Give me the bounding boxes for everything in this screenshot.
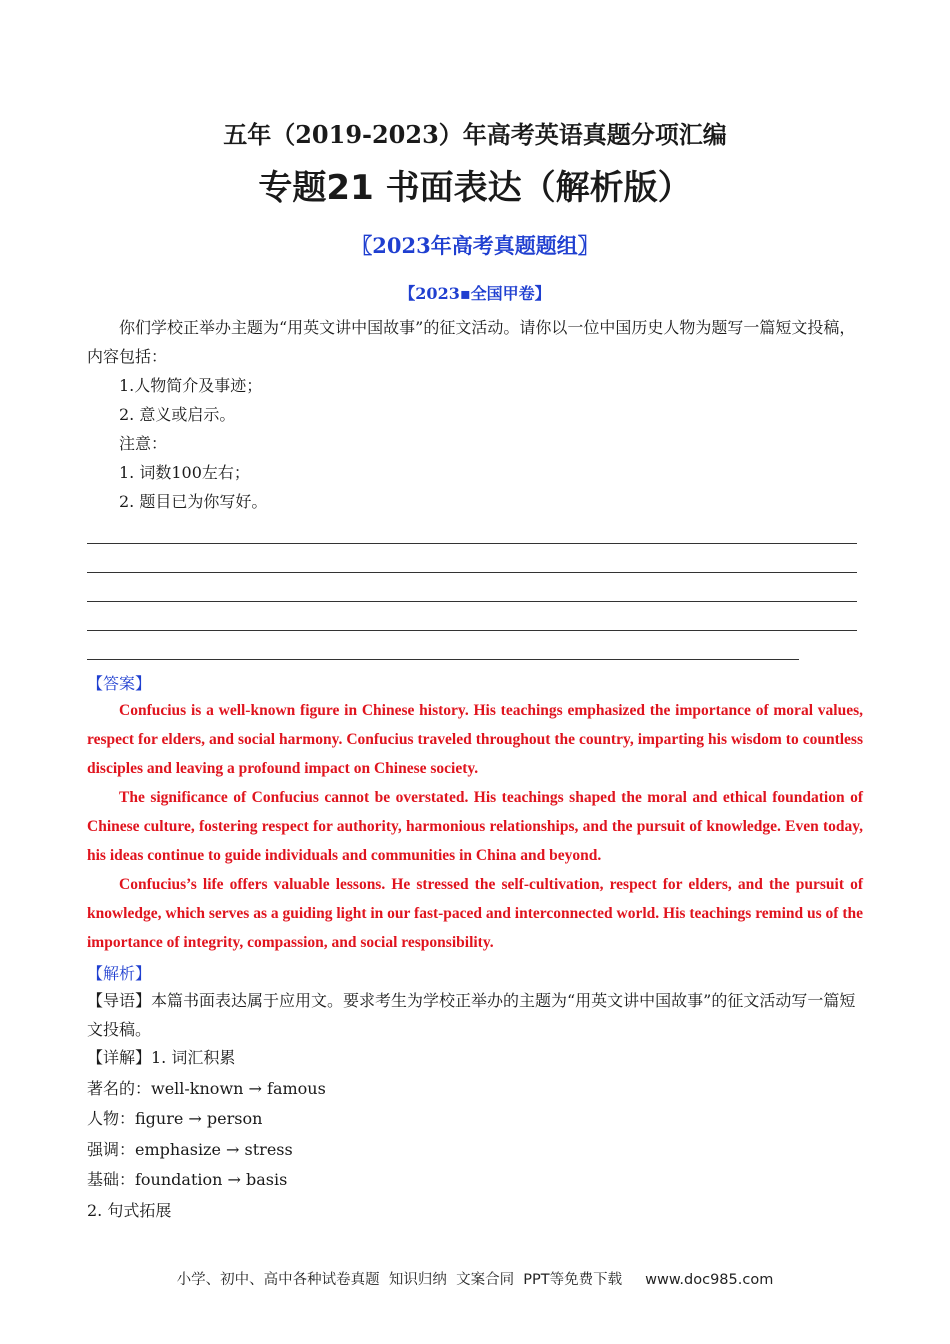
prompt-item: 2. 意义或启示。 <box>119 405 236 424</box>
analysis-detail <box>87 1043 862 1226</box>
note-item: 2. 题目已为你写好。 <box>119 492 268 511</box>
analysis-guide <box>87 986 862 1044</box>
vocab-item: 著名的：well-known → famous <box>87 1078 326 1098</box>
vocab-item: 强调：emphasize → stress <box>87 1139 293 1159</box>
analysis-guide-text: 【导语】本篇书面表达属于应用文。要求考生为学校正举办的主题为“用英文讲中国故事”的征文活动写一篇短文投稿。 <box>87 991 856 1039</box>
answer-paragraph: The significance of Confucius cannot be overstated. His teachings shaped the moral and ethical foundation of Chinese culture, fostering respect for authority, harmonious relationships, and the pursuit of knowledge. Even today, his ideas continue to guide individuals and communities in China and beyond. <box>87 789 863 864</box>
writing-line <box>87 572 857 573</box>
page-title: 专题21 书面表达（解析版） <box>258 168 692 208</box>
answer-paragraph: Confucius’s life offers valuable lessons. He stressed the self-cultivation, respect for elders, and the pursuit of knowledge, which serves as a guiding light in our fast-paced and interconnected world. His teachings remind us of the importance of integrity, compassion, and social responsibility. <box>87 876 863 951</box>
prompt-item: 1.人物简介及事迹； <box>119 376 263 395</box>
prompt-intro: 你们学校正举办主题为“用英文讲中国故事”的征文活动。请你以一位中国历史人物为题写一篇短文投稿，内容包括： <box>87 318 856 366</box>
vocab-item: 基础：foundation → basis <box>87 1170 288 1189</box>
prompt <box>87 313 862 516</box>
detail-heading: 【详解】1. 词汇积累 <box>87 1048 236 1067</box>
sentence-heading: 2. 句式拓展 <box>87 1200 172 1220</box>
writing-line <box>87 543 857 544</box>
note-label: 注意： <box>119 434 168 453</box>
writing-line <box>87 659 799 660</box>
note-item: 1. 词数100左右； <box>119 463 250 482</box>
writing-line <box>87 601 857 602</box>
vocab-item: 人物：figure → person <box>87 1109 263 1128</box>
section-heading: 〖2023年高考真题题组〗 <box>351 233 599 258</box>
answer-label: 【答案】 <box>87 674 152 693</box>
writing-line <box>87 630 857 631</box>
exam-label: 【2023▪全国甲卷】 <box>399 284 551 303</box>
footer: 小学、初中、高中各种试卷真题 知识归纳 文案合同 PPT等免费下载 www.doc985.com <box>176 1272 774 1288</box>
answer-paragraph: Confucius is a well-known figure in Chinese history. His teachings emphasized the importance of moral values, respect for elders, and social harmony. Confucius traveled throughout the country, imparting his wisdom to countless disciples and leaving a profound impact on Chinese society. <box>87 702 863 777</box>
analysis-label: 【解析】 <box>87 964 152 983</box>
answer-text <box>87 696 863 957</box>
subtitle: 五年（2019-2023）年高考英语真题分项汇编 <box>223 120 727 149</box>
